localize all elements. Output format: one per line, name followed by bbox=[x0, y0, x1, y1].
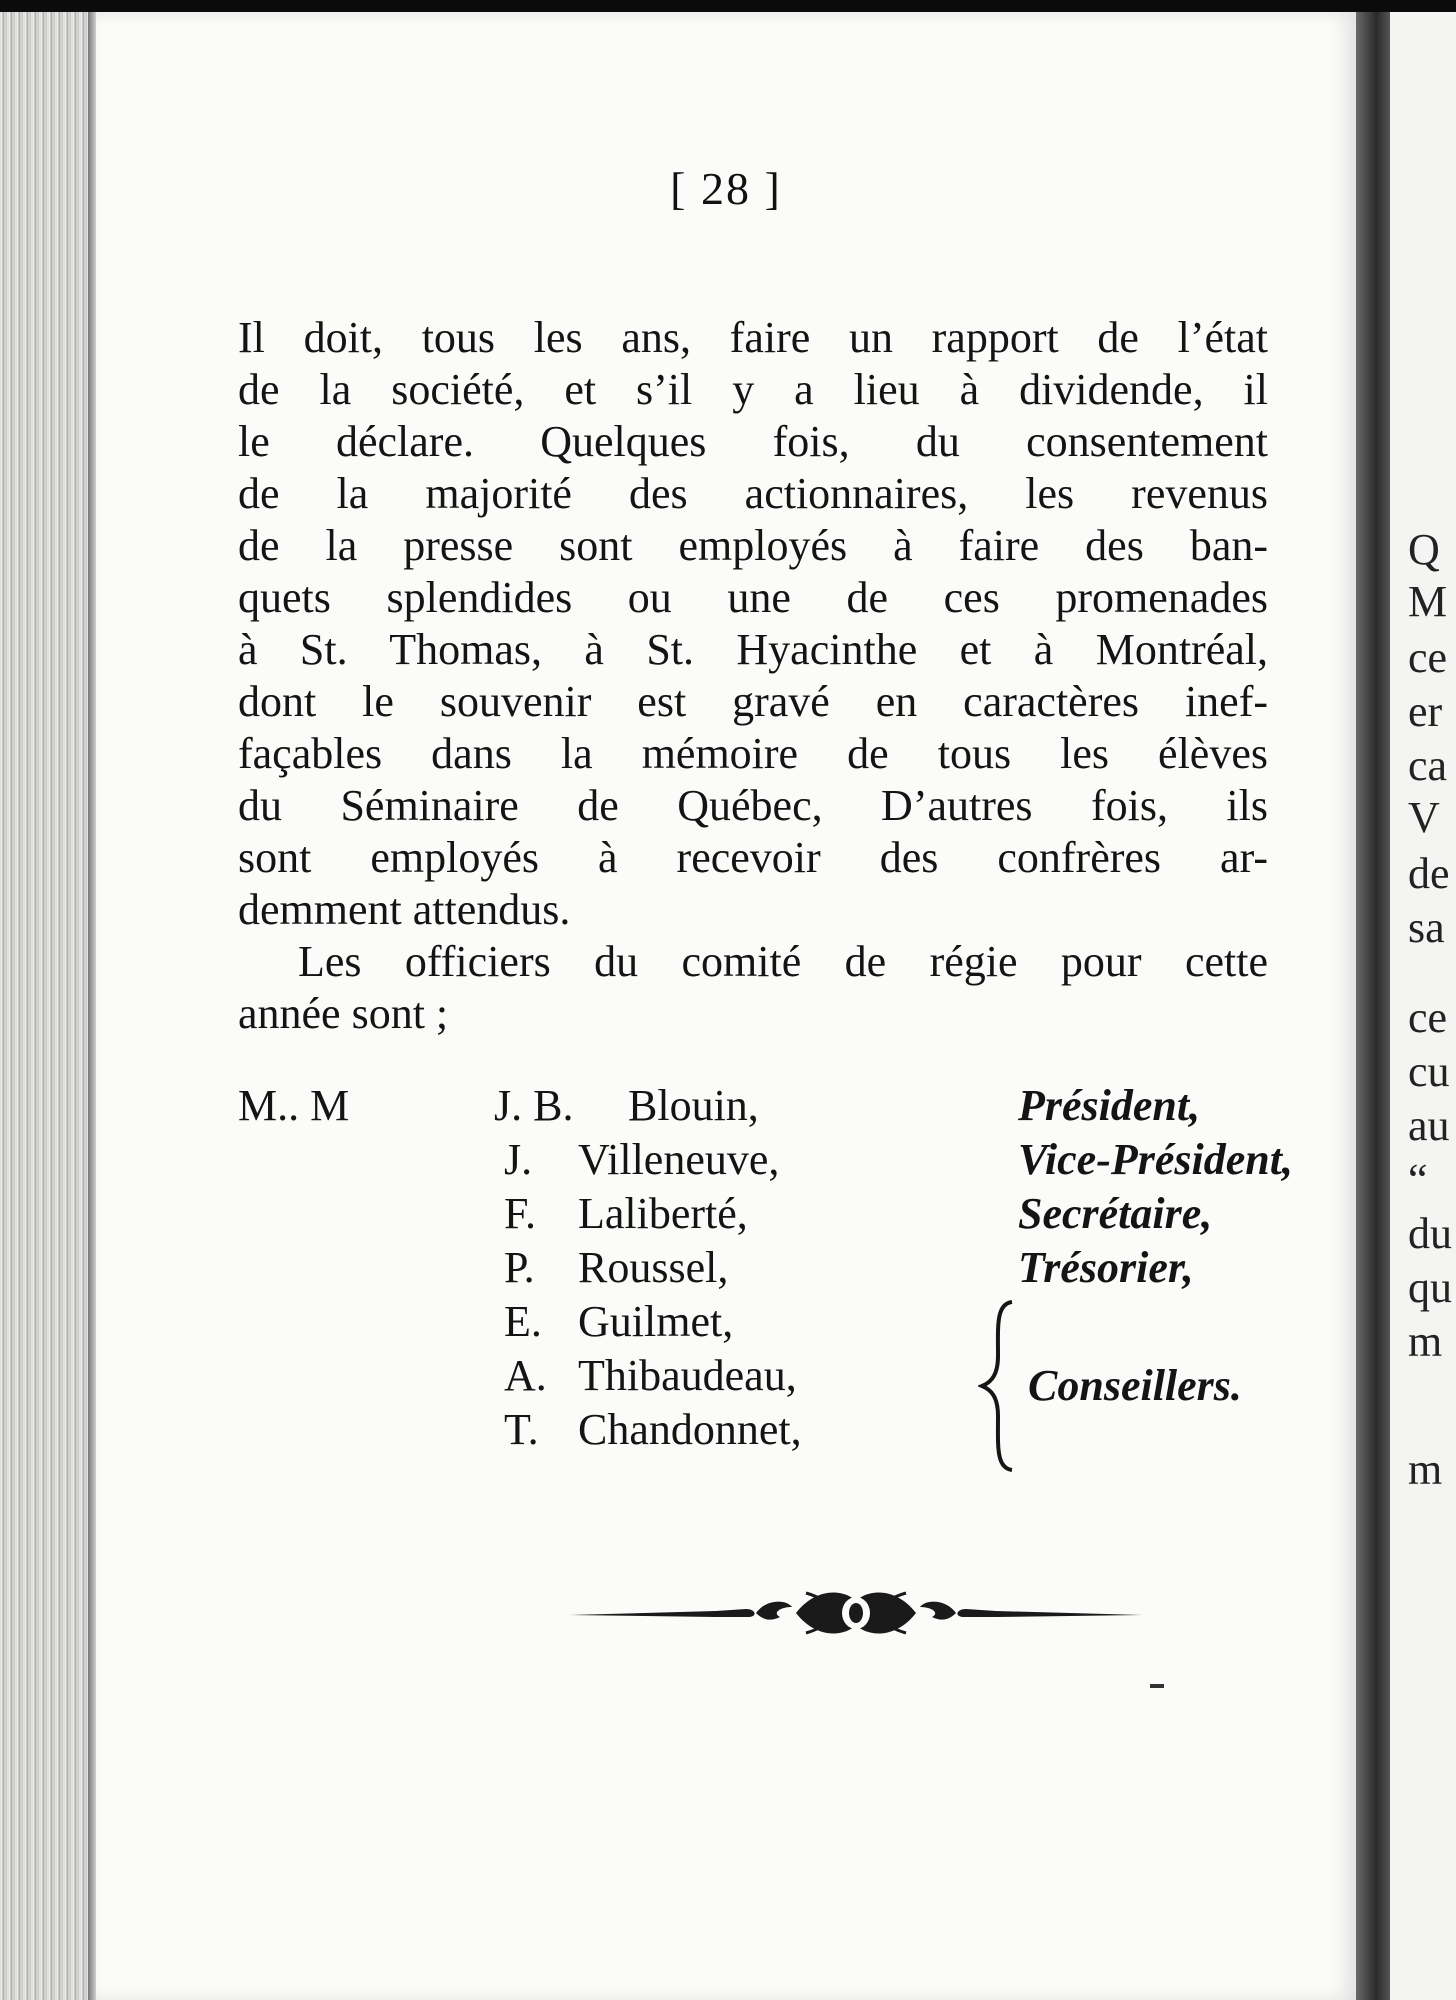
facing-page-fragment: er bbox=[1408, 687, 1443, 736]
officer-role: Secrétaire, bbox=[1018, 1189, 1213, 1238]
officer-row bbox=[238, 1404, 978, 1456]
officer-name: Thibaudeau, bbox=[578, 1351, 797, 1400]
text-line: de la majorité des actionnaires, les revenus bbox=[238, 469, 1268, 518]
officer-initial: E. bbox=[504, 1297, 542, 1346]
officer-role: Président, bbox=[1018, 1081, 1201, 1130]
facing-page-fragment: M bbox=[1408, 577, 1448, 626]
officer-role: Vice-Président, bbox=[1018, 1135, 1293, 1184]
facing-page-fragment: cu bbox=[1408, 1047, 1450, 1096]
text-line: sont employés à recevoir des confrères ar- bbox=[238, 833, 1268, 882]
officers-list bbox=[238, 1080, 1338, 1510]
text-line: demment attendus. bbox=[238, 885, 571, 934]
officer-row bbox=[238, 1080, 1338, 1132]
facing-page-fragment: ce bbox=[1408, 633, 1448, 682]
paragraph bbox=[238, 312, 1268, 1040]
ink-mark bbox=[1150, 1684, 1164, 1688]
decorative-ornament-icon bbox=[566, 1577, 1146, 1647]
officer-row bbox=[238, 1350, 978, 1402]
facing-page-fragment: ca bbox=[1408, 741, 1448, 790]
officer-name: Roussel, bbox=[578, 1243, 729, 1292]
officer-name: Guilmet, bbox=[578, 1297, 734, 1346]
facing-page-fragment: de bbox=[1408, 849, 1450, 898]
officer-row bbox=[238, 1134, 1338, 1186]
facing-page-fragment: m bbox=[1408, 1445, 1443, 1494]
officer-initial: J. B. bbox=[494, 1081, 574, 1130]
text-line: quets splendides ou une de ces promenades bbox=[238, 573, 1268, 622]
officer-name: Chandonnet, bbox=[578, 1405, 802, 1454]
officer-name: Blouin, bbox=[628, 1081, 759, 1130]
facing-page-fragment: Q bbox=[1408, 525, 1440, 574]
text-line: façables dans la mémoire de tous les élèves bbox=[238, 729, 1268, 778]
facing-page-fragment: au bbox=[1408, 1101, 1450, 1150]
book-page bbox=[96, 12, 1356, 2000]
officer-initial: J. bbox=[504, 1135, 533, 1184]
text-line: de la société, et s’il y a lieu à dividende, il bbox=[238, 365, 1268, 414]
facing-page-fragment: qu bbox=[1408, 1263, 1452, 1312]
page-edges bbox=[0, 12, 96, 2000]
text-line: à St. Thomas, à St. Hyacinthe et à Montréal, bbox=[238, 625, 1268, 674]
officer-role: Trésorier, bbox=[1018, 1243, 1194, 1292]
text-line: dont le souvenir est gravé en caractères inef- bbox=[238, 677, 1268, 726]
text-line: de la presse sont employés à faire des ban- bbox=[238, 521, 1268, 570]
officer-name: Villeneuve, bbox=[578, 1135, 780, 1184]
book-gutter bbox=[1356, 12, 1390, 2000]
officer-row bbox=[238, 1188, 1338, 1240]
text-line: année sont ; bbox=[238, 989, 449, 1038]
text-line: Il doit, tous les ans, faire un rapport de l’état bbox=[238, 313, 1268, 362]
officer-name: Laliberté, bbox=[578, 1189, 748, 1238]
curly-brace-icon bbox=[978, 1298, 1018, 1474]
group-role: Conseillers. bbox=[1028, 1361, 1242, 1410]
officer-initial: T. bbox=[504, 1405, 539, 1454]
officer-row bbox=[238, 1296, 938, 1348]
facing-page-fragment: ce bbox=[1408, 993, 1448, 1042]
facing-page-fragment: V bbox=[1408, 793, 1440, 842]
facing-page-fragment: m bbox=[1408, 1317, 1443, 1366]
officer-initial: A. bbox=[504, 1351, 547, 1400]
officer-initial: P. bbox=[504, 1243, 535, 1292]
facing-page-fragment: “ bbox=[1408, 1155, 1428, 1204]
text-line: Les officiers du comité de régie pour cette bbox=[298, 937, 1268, 986]
officer-prefix: M.. M bbox=[238, 1081, 350, 1130]
text-line: du Séminaire de Québec, D’autres fois, ils bbox=[238, 781, 1268, 830]
officer-row bbox=[238, 1242, 1338, 1294]
officer-initial: F. bbox=[504, 1189, 536, 1238]
facing-page-fragment: du bbox=[1408, 1209, 1452, 1258]
page-number: [ 28 ] bbox=[670, 163, 782, 214]
facing-page-fragment: sa bbox=[1408, 903, 1445, 952]
text-line: le déclare. Quelques fois, du consentement bbox=[238, 417, 1268, 466]
